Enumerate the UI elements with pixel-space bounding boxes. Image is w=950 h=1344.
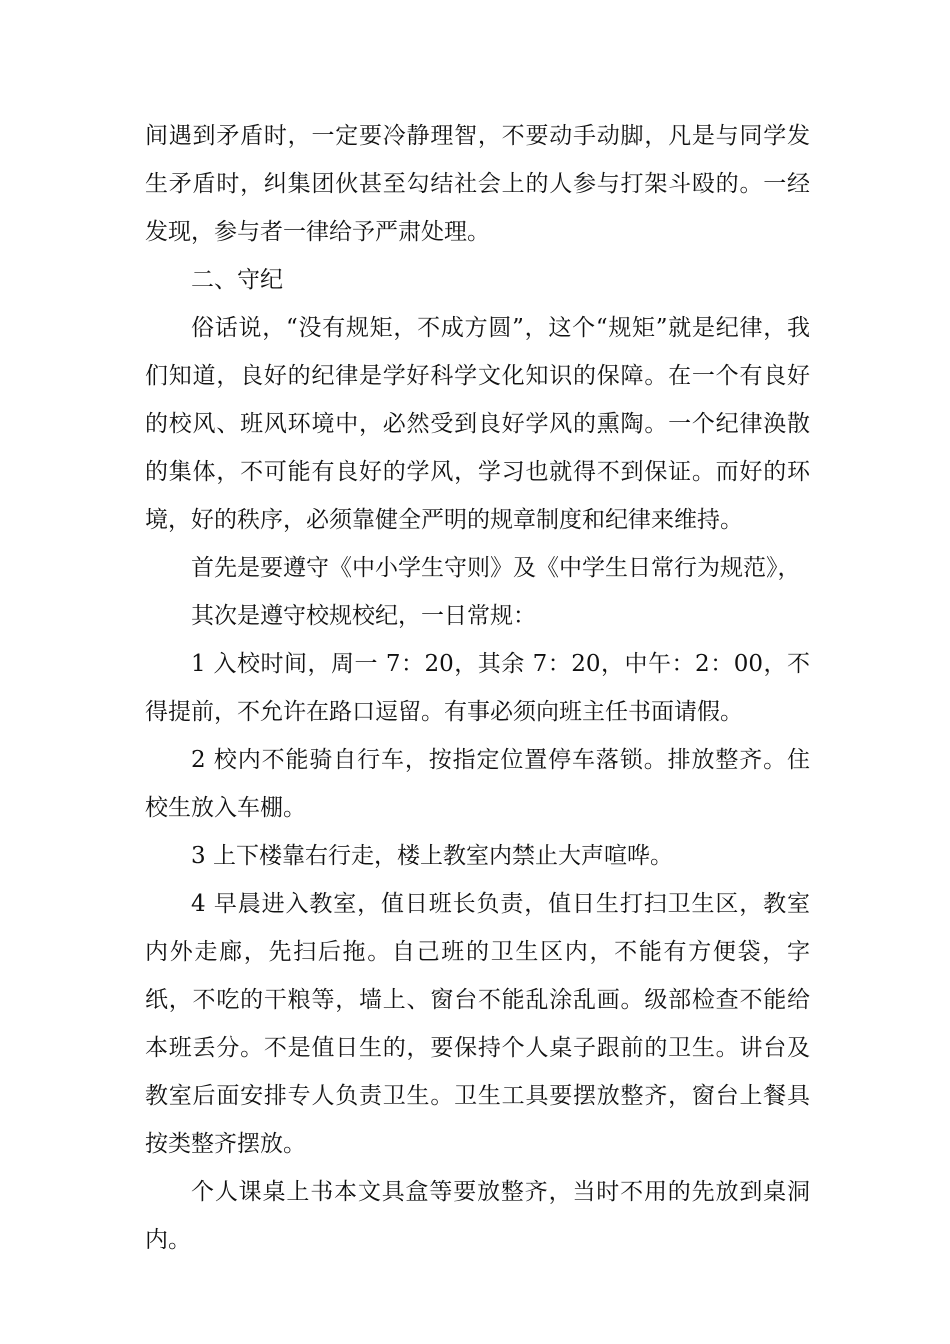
list-item: 4 早晨进入教室，值日班长负责，值日生打扫卫生区，教室内外走廊，先扫后拖。自己班的卫生区内，不能有方便袋，字纸，不吃的干粮等，墙上、窗台不能乱涂乱画。级部检查不能给本班丢分。不是值日生的，要保持个人桌子跟前的卫生。讲台及教室后面安排专人负责卫生。卫生工具要摆放整齐，窗台上餐具按类整齐摆放。 (145, 891, 810, 1157)
list-item: 1 入校时间，周一 7：20，其余 7：20，中午：2：00，不得提前，不允许在路口逗留。有事必须向班主任书面请假。 (145, 651, 810, 725)
paragraph-continuation: 间遇到矛盾时，一定要冷静理智，不要动手动脚，凡是与同学发生矛盾时，纠集团伙甚至勾结社会上的人参与打架斗殴的。一经发现，参与者一律给予严肃处理。 (145, 123, 810, 245)
list-item: 3 上下楼靠右行走，楼上教室内禁止大声喧哗。 (191, 843, 673, 869)
paragraph: 首先是要遵守《中小学生守则》及《中学生日常行为规范》， (191, 555, 801, 581)
paragraph: 俗话说，“没有规矩，不成方圆”，这个“规矩”就是纪律，我们知道，良好的纪律是学好科学文化知识的保障。在一个有良好的校风、班风环境中，必然受到良好学风的熏陶。一个纪律涣散的集体，不可能有良好的学风，学习也就得不到保证。而好的环境，好的秩序，必须靠健全严明的规章制度和纪律来维持。 (145, 315, 810, 533)
document-body (145, 112, 810, 1264)
list-item: 2 校内不能骑自行车，按指定位置停车落锁。排放整齐。住校生放入车棚。 (145, 747, 810, 821)
paragraph: 其次是遵守校规校纪，一日常规： (191, 603, 536, 629)
section-heading: 二、守纪 (191, 267, 283, 293)
paragraph: 个人课桌上书本文具盒等要放整齐，当时不用的先放到桌洞内。 (145, 1179, 810, 1253)
